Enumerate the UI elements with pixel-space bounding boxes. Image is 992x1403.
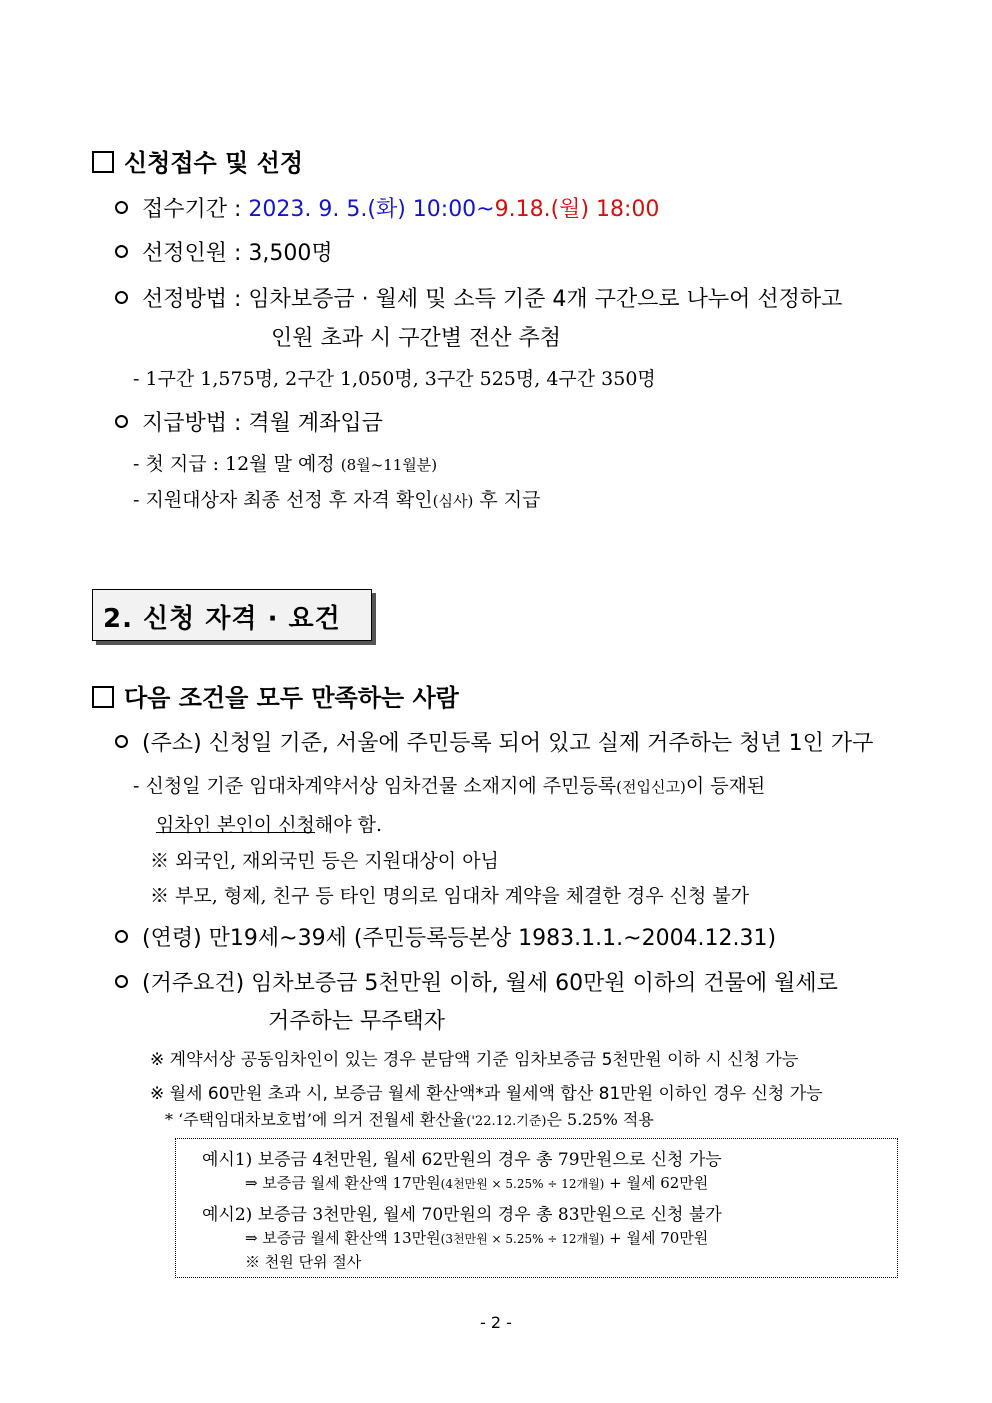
circle-bullet-icon xyxy=(115,291,128,304)
circle-bullet-icon xyxy=(115,735,128,748)
checkbox-square-icon xyxy=(92,686,114,708)
item-quota: 선정인원 : 3,500명 xyxy=(115,236,333,267)
address-sub-line2: 임차인 본인이 신청해야 함. xyxy=(156,814,383,836)
item-address: (주소) 신청일 기준, 서울에 주민등록 되어 있고 실제 거주하는 청년 1인 가구 xyxy=(115,726,873,757)
item-method-line2: 인원 초과 시 구간별 전산 추첨 xyxy=(271,326,561,351)
method-sub: - 1구간 1,575명, 2구간 1,050명, 3구간 525명, 4구간 350명 xyxy=(133,368,656,390)
note-foreigner: ※ 외국인, 재외국민 등은 지원대상이 아님 xyxy=(150,850,499,872)
residence-note1: ※ 계약서상 공동임차인이 있는 경우 분담액 기준 임차보증금 5천만원 이하 시 신청 가능 xyxy=(150,1050,799,1070)
section-title-box xyxy=(92,589,372,641)
item-period: 접수기간 : 2023. 9. 5.(화) 10:00~9.18.(월) 18:00 xyxy=(115,192,659,223)
address-sub: - 신청일 기준 임대차계약서상 임차건물 소재지에 주민등록(전입신고)이 등재된 xyxy=(133,775,766,797)
example1-calc: ⇒ 보증금 월세 환산액 17만원(4천만원 × 5.25% ÷ 12개월) + 월세 62만원 xyxy=(245,1174,709,1192)
item-residence-line2: 거주하는 무주택자 xyxy=(268,1009,446,1034)
checkbox-square-icon xyxy=(92,151,114,173)
example1: 예시1) 보증금 4천만원, 월세 62만원의 경우 총 79만원으로 신청 가능 xyxy=(202,1150,722,1170)
page-number: - 2 - xyxy=(480,1313,512,1332)
section-title: 2. 신청 자격 · 요건 xyxy=(103,604,341,634)
circle-bullet-icon xyxy=(115,975,128,988)
example2: 예시2) 보증금 3천만원, 월세 70만원의 경우 총 83만원으로 신청 불가 xyxy=(202,1205,722,1225)
circle-bullet-icon xyxy=(115,930,128,943)
payment-sub1: - 첫 지급 : 12월 말 예정 (8월~11월분) xyxy=(133,453,438,475)
residence-note2: ※ 월세 60만원 초과 시, 보증금 월세 환산액*과 월세액 합산 81만원 이하인 경우 신청 가능 xyxy=(150,1084,823,1104)
circle-bullet-icon xyxy=(115,415,128,428)
item-residence: (거주요건) 임차보증금 5천만원 이하, 월세 60만원 이하의 건물에 월세로 xyxy=(115,966,838,997)
example2-calc: ⇒ 보증금 월세 환산액 13만원(3천만원 × 5.25% ÷ 12개월) + 월세 70만원 xyxy=(245,1229,709,1247)
circle-bullet-icon xyxy=(115,245,128,258)
item-method: 선정방법 : 임차보증금 · 월세 및 소득 기준 4개 구간으로 나누어 선정하고 xyxy=(115,282,842,313)
section-heading-application: 신청접수 및 선정 xyxy=(92,143,303,178)
example-note: ※ 천원 단위 절사 xyxy=(245,1253,362,1271)
item-age: (연령) 만19세~39세 (주민등록등본상 1983.1.1.~2004.12.31) xyxy=(115,921,776,952)
period-end: 9.18.(월) 18:00 xyxy=(494,197,660,222)
payment-sub2: - 지원대상자 최종 선정 후 자격 확인(심사) 후 지급 xyxy=(133,489,541,511)
period-start: 2023. 9. 5.(화) 10:00~ xyxy=(248,197,495,222)
residence-note3: * ‘주택임대차보호법’에 의거 전월세 환산율('22.12.기준)은 5.25% 적용 xyxy=(165,1110,654,1129)
circle-bullet-icon xyxy=(115,201,128,214)
section-heading-eligibility: 다음 조건을 모두 만족하는 사람 xyxy=(92,678,459,713)
item-payment: 지급방법 : 격월 계좌입금 xyxy=(115,406,383,437)
note-other-name: ※ 부모, 형제, 친구 등 타인 명의로 임대차 계약을 체결한 경우 신청 불가 xyxy=(150,885,750,907)
